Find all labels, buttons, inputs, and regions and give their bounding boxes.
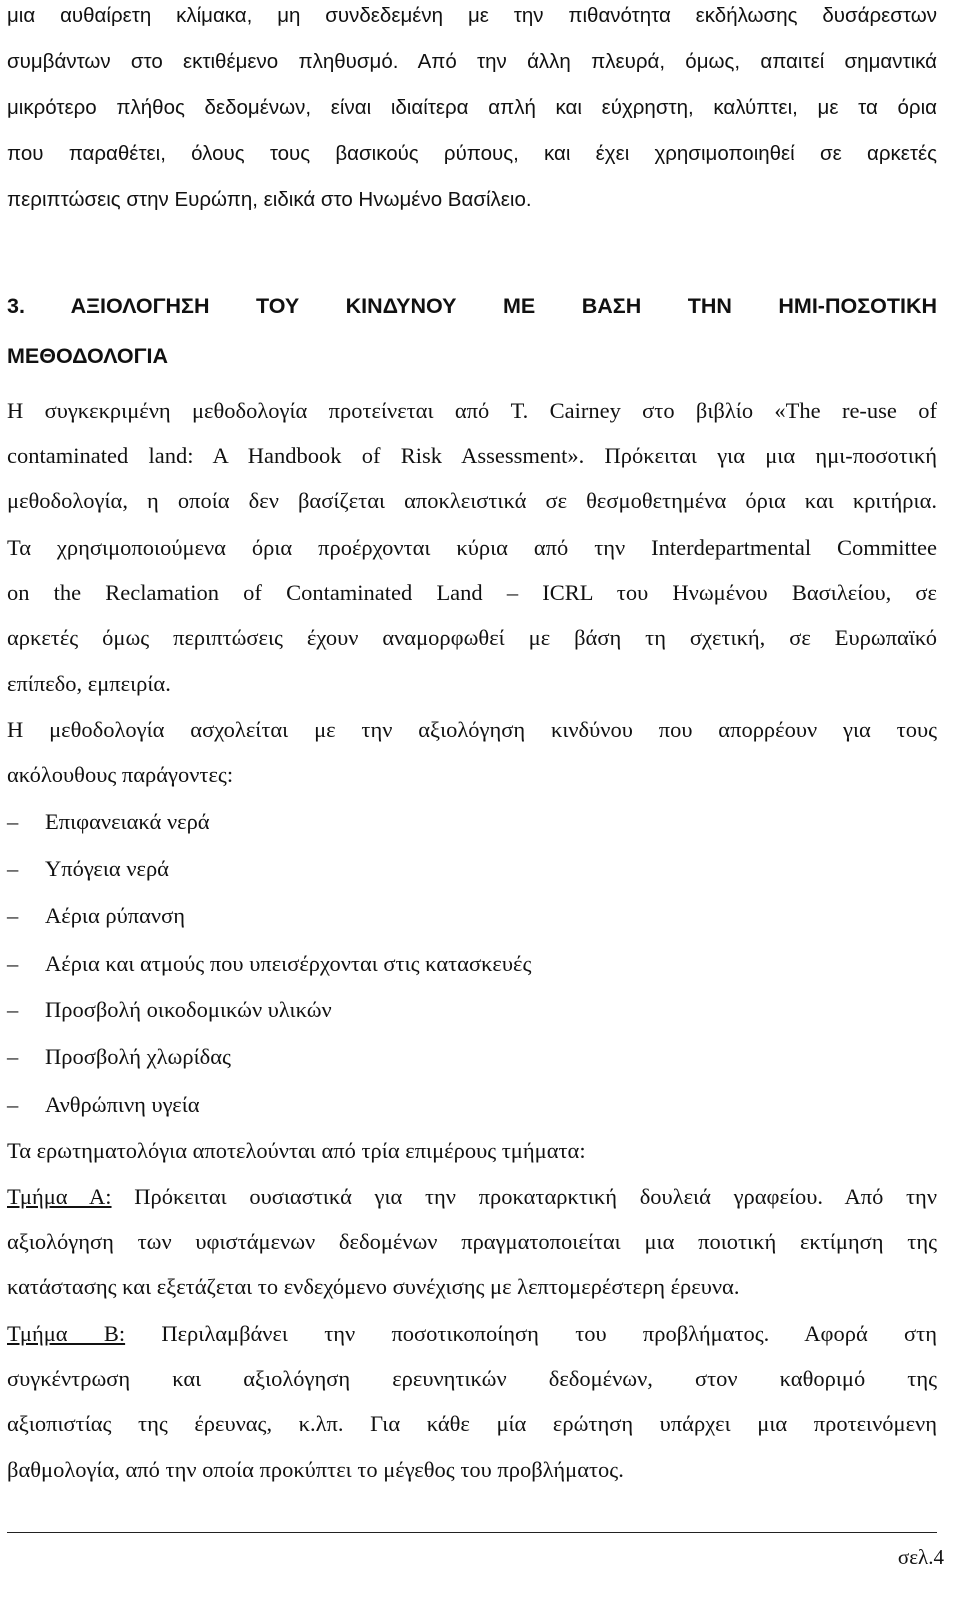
para1-line-3: μεθοδολογία, η οποία δεν βασίζεται αποκλειστικά σε θεσμοθετημένα όρια και κριτήρια. xyxy=(7,488,937,513)
part-b-line-1 xyxy=(7,1320,937,1348)
part-b-label: Τμήμα Β: xyxy=(7,1321,126,1346)
list-item-text: Προσβολή χλωρίδας xyxy=(45,1044,231,1069)
list-item xyxy=(7,1043,231,1071)
part-a-line-1 xyxy=(7,1183,937,1211)
intro-line-5: περιπτώσεις στην Ευρώπη, ειδικά στο Ηνωμένο Βασίλειο. xyxy=(7,188,532,211)
para2-line-2: ακόλουθους παράγοντες: xyxy=(7,762,234,787)
list-item xyxy=(7,996,332,1024)
list-item xyxy=(7,855,169,883)
intro-line-1: μια αυθαίρετη κλίμακα, μη συνδεδεμένη με την πιθανότητα εκδήλωσης δυσάρεστων xyxy=(7,4,937,27)
list-item-text: Ανθρώπινη υγεία xyxy=(45,1092,200,1117)
intro-line-2: συμβάντων στο εκτιθέμενο πληθυσμό. Από την άλλη πλευρά, όμως, απαιτεί σημαντικά xyxy=(7,50,937,73)
part-a-line-2: αξιολόγηση των υφιστάμενων δεδομένων πραγματοποιείται μια ποιοτική εκτίμηση της xyxy=(7,1229,937,1254)
list-item-text: Επιφανειακά νερά xyxy=(45,809,210,834)
intro-line-3: μικρότερο πλήθος δεδομένων, είναι ιδιαίτερα απλή και εύχρηστη, καλύπτει, με τα όρια xyxy=(7,96,937,119)
footer-divider xyxy=(7,1532,937,1533)
part-a-line-1-text: Πρόκειται ουσιαστικά για την προκαταρκτική δουλειά γραφείου. Από την xyxy=(111,1184,937,1209)
dash-bullet: – xyxy=(7,997,19,1022)
page-number: σελ.4 xyxy=(897,1545,944,1569)
intro-line-4: που παραθέτει, όλους τους βασικούς ρύπους, και έχει χρησιμοποιηθεί σε αρκετές xyxy=(7,142,937,165)
list-item-text: Υπόγεια νερά xyxy=(45,856,169,881)
para1-line-4: Τα χρησιμοποιούμενα όρια προέρχονται κύρια από την Interdepartmental Committee xyxy=(7,535,937,560)
part-b-line-2: συγκέντρωση και αξιολόγηση ερευνητικών δεδομένων, στον καθοριμό της xyxy=(7,1366,937,1391)
dash-bullet: – xyxy=(7,903,19,928)
dash-bullet: – xyxy=(7,809,19,834)
part-b-line-1-text: Περιλαμβάνει την ποσοτικοποίηση του προβλήματος. Αφορά στη xyxy=(125,1321,937,1346)
part-a-line-3: κατάστασης και εξετάζεται το ενδεχόμενο συνέχισης με λεπτομερέστερη έρευνα. xyxy=(7,1274,740,1299)
para2-line-1: Η μεθοδολογία ασχολείται με την αξιολόγηση κινδύνου που απορρέουν για τους xyxy=(7,717,937,742)
questionnaire-intro: Τα ερωτηματολόγια αποτελούνται από τρία επιμέρους τμήματα: xyxy=(7,1138,586,1163)
para1-line-7: επίπεδο, εμπειρία. xyxy=(7,671,171,696)
list-item xyxy=(7,1091,200,1119)
list-item xyxy=(7,902,185,930)
dash-bullet: – xyxy=(7,1044,19,1069)
list-item-text: Αέρια ρύπανση xyxy=(45,903,185,928)
dash-bullet: – xyxy=(7,856,19,881)
para1-line-6: αρκετές όμως περιπτώσεις έχουν αναμορφωθεί με βάση τη σχετική, σε Ευρωπαϊκό xyxy=(7,625,937,650)
para1-line-2: contaminated land: A Handbook of Risk Assessment». Πρόκειται για μια ημι-ποσοτική xyxy=(7,443,937,468)
list-item-text: Αέρια και ατμούς που υπεισέρχονται στις κατασκευές xyxy=(45,951,532,976)
section-heading-line-2: ΜΕΘΟΔΟΛΟΓΙΑ xyxy=(7,344,169,368)
part-b-line-3: αξιοπιστίας της έρευνας, κ.λπ. Για κάθε μία ερώτηση υπάρχει μια προτεινόμενη xyxy=(7,1411,937,1436)
para1-line-5: on the Reclamation of Contaminated Land – ICRL του Ηνωμένου Βασιλείου, σε xyxy=(7,580,937,605)
dash-bullet: – xyxy=(7,1092,19,1117)
part-a-label: Τμήμα Α: xyxy=(7,1184,112,1209)
list-item xyxy=(7,808,210,836)
para1-line-1: Η συγκεκριμένη μεθοδολογία προτείνεται από T. Cairney στο βιβλίο «The re-use of xyxy=(7,398,937,423)
list-item xyxy=(7,950,531,978)
part-b-line-4: βαθμολογία, από την οποία προκύπτει το μέγεθος του προβλήματος. xyxy=(7,1457,624,1482)
list-item-text: Προσβολή οικοδομικών υλικών xyxy=(45,997,332,1022)
section-heading-line-1: 3. ΑΞΙΟΛΟΓΗΣΗ ΤΟΥ ΚΙΝΔΥΝΟΥ ΜΕ ΒΑΣΗ ΤΗΝ ΗΜΙ-ΠΟΣΟΤΙΚΗ xyxy=(7,294,937,318)
dash-bullet: – xyxy=(7,951,19,976)
